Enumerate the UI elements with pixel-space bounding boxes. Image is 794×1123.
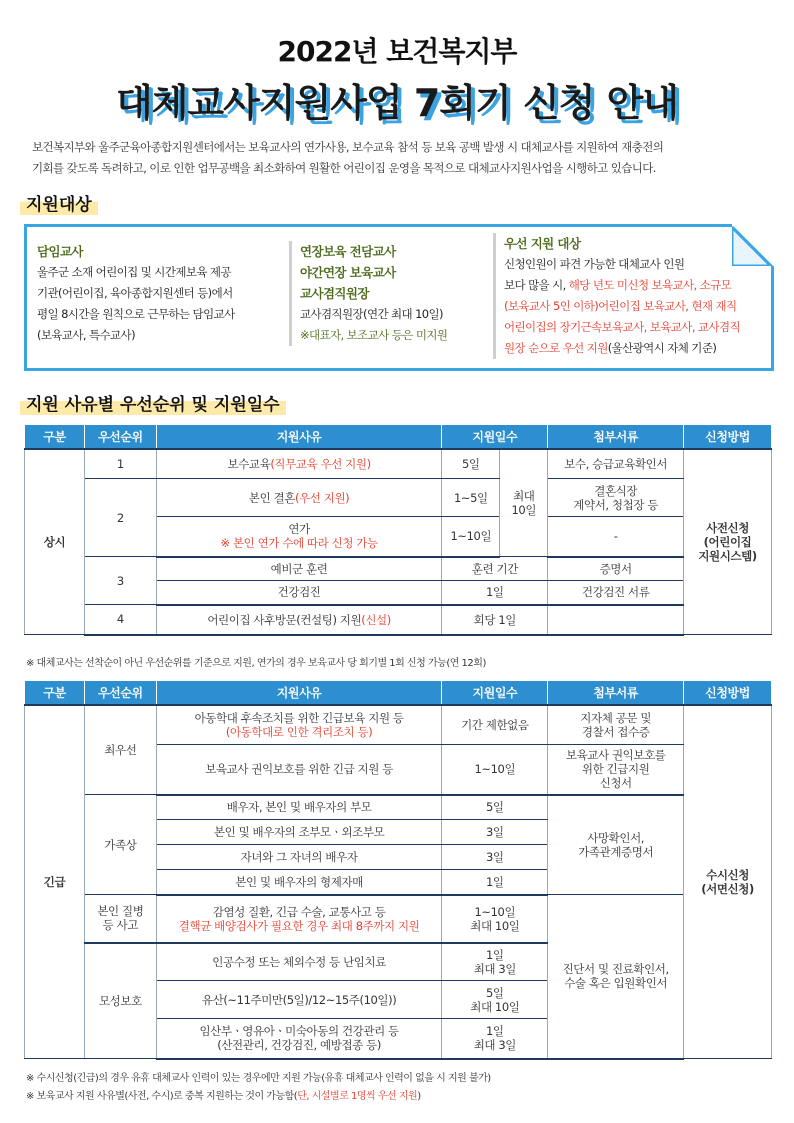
reason-cell: 본인 및 배우자의 조부모ㆍ외조부모 (156, 820, 442, 845)
table-row (25, 605, 772, 635)
target-head: 야간연장 보육교사 (300, 265, 396, 280)
urgent-table (24, 680, 772, 1060)
header-cell: 지원사유 (156, 681, 442, 705)
days-cell: 3일 (442, 845, 548, 870)
reason-cell: 자녀와 그 자녀의 배우자 (156, 845, 442, 870)
header-cell: 구분 (25, 425, 85, 449)
docs-cell (548, 605, 684, 635)
target-line: 어린이집의 장기근속보육교사, 보육교사, 교사겸직 (504, 320, 740, 334)
docs-cell: 진단서 및 진료확인서, 수술 혹은 입원확인서 (548, 895, 684, 1059)
table-row (25, 795, 772, 820)
reason-cell: 보육교사 권익보호를 위한 긴급 지원 등 (156, 745, 442, 795)
target-head: 담임교사 (37, 244, 83, 259)
header-cell: 지원일수 (442, 681, 548, 705)
reason-text: 연가 (288, 522, 310, 537)
target-col-priority (493, 233, 763, 359)
reason-text: 본인 결혼 (248, 490, 295, 505)
footnote: ※ 수시신청(긴급)의 경우 유휴 대체교사 인력이 있는 경우에만 지원 가능(유휴 대체교사 인력이 없을 시 지원 불가) (26, 1073, 491, 1084)
reason-text: 어린이집 사후방문(컨설팅) 지원 (207, 612, 362, 627)
header-cell: 우선순위 (84, 681, 156, 705)
docs-cell: 지자체 공문 및 경찰서 접수증 (548, 705, 684, 745)
table-row (25, 895, 772, 943)
regular-table (24, 424, 772, 636)
target-line (504, 338, 763, 359)
reason-cell: 유산(~11주미만(5일)/12~15주(10일)) (156, 981, 442, 1019)
days-cell: 1일 (442, 870, 548, 895)
rank-cell: 2 (84, 479, 156, 557)
text-span: 보다 많을 시, (504, 278, 569, 292)
target-head: 연장보육 전담교사 (300, 244, 396, 259)
reason-cell (156, 517, 442, 557)
rank-cell: 3 (84, 557, 156, 605)
footnote-text: ) (417, 1091, 421, 1102)
days-cell: 5일 (442, 795, 548, 820)
target-line: 기관(어린이집, 육아종합지원센터 등)에서 (37, 286, 233, 300)
rank-cell: 1 (84, 449, 156, 479)
reason-text: 아동학대 후속조치를 위한 긴급보육 지원 등 (194, 710, 404, 725)
header-cell: 지원사유 (156, 425, 442, 449)
docs-cell: 사망확인서, 가족관계증명서 (548, 795, 684, 895)
target-note: ※대표자, 보조교사 등은 미지원 (300, 328, 448, 342)
table-header-row (25, 425, 772, 449)
reason-cell: 임산부ㆍ영유아ㆍ미숙아동의 건강관리 등 (산전관리, 건강검진, 예방접종 등) (156, 1019, 442, 1059)
target-line: 울주군 소재 어린이집 및 시간제보육 제공 (37, 265, 231, 279)
header-cell: 구분 (25, 681, 85, 705)
rank-cell: 가족상 (84, 795, 156, 895)
days-cell: 1일 (442, 581, 548, 605)
header-cell: 첨부서류 (548, 425, 684, 449)
page-subtitle: 2022년 보건복지부 (277, 35, 517, 68)
rank-cell: 모성보호 (84, 943, 156, 1059)
reason-cell: 인공수정 또는 체외수정 등 난임치료 (156, 943, 442, 981)
rank-cell: 본인 질병 등 사고 (84, 895, 156, 943)
days-cell: 기간 제한없음 (442, 705, 548, 745)
days-cell: 1일 최대 3일 (442, 1019, 548, 1059)
method-cell: 사전신청 (어린이집 지원시스템) (684, 449, 772, 635)
rank-cell: 4 (84, 605, 156, 635)
header-cell: 신청방법 (684, 425, 772, 449)
reason-red-text: (우선 지원) (295, 490, 350, 505)
days-cell: 1~10일 (442, 745, 548, 795)
docs-cell: 증명서 (548, 557, 684, 581)
table-row (25, 479, 772, 517)
days-cell: 3일 (442, 820, 548, 845)
target-line: (보육교사 5인 이하)어린이집 보육교사, 현재 재직 (504, 299, 737, 313)
footnote (26, 1087, 421, 1102)
reason-red-text: (신설) (361, 612, 391, 627)
reason-text: 보수교육 (227, 456, 271, 471)
days-cell: 5일 (442, 449, 500, 479)
days-cell: 1일 최대 3일 (442, 943, 548, 981)
target-head: 우선 지원 대상 (504, 236, 581, 251)
group-cell: 긴급 (25, 705, 85, 1059)
docs-cell: 보육교사 권익보호를 위한 긴급지원 신청서 (548, 745, 684, 795)
reason-cell (156, 479, 442, 517)
reason-cell: 건강검진 (156, 581, 442, 605)
footnote: ※ 대체교사는 선착순이 아닌 우선순위를 기준으로 지원, 연가의 경우 보육교사 당 회기별 1회 신청 가능(연 12회) (26, 658, 486, 669)
section-title-priority: 지원 사유별 우선순위 및 지원일수 (20, 390, 286, 415)
reason-red-text: 결핵균 배양검사가 필요한 경우 최대 8주까지 지원 (178, 918, 420, 933)
text-span-red: 해당 년도 미신청 보육교사, 소규모 (568, 278, 732, 292)
intro-text (32, 137, 767, 179)
target-col-extended (289, 241, 479, 346)
reason-cell (156, 705, 442, 745)
reason-cell (156, 895, 442, 943)
docs-cell: - (548, 517, 684, 557)
docs-cell: 보수, 승급교육확인서 (548, 449, 684, 479)
header-cell: 지원일수 (442, 425, 548, 449)
section-title-target: 지원대상 (20, 190, 98, 215)
page-title: 대체교사지원사업 7회기 신청 안내 (115, 81, 679, 125)
docs-cell: 결혼식장 계약서, 청첩장 등 (548, 479, 684, 517)
intro-line: 기회를 갖도록 독려하고, 이로 인한 업무공백을 최소화하여 원활한 어린이집 운영을 목적으로 대체교사지원사업을 시행하고 있습니다. (32, 161, 656, 175)
days-max-cell: 최대 10일 (500, 449, 548, 557)
reason-red-text: (직무교육 우선 지원) (270, 456, 371, 471)
header-cell: 우선순위 (84, 425, 156, 449)
text-span: (울산광역시 자체 기준) (607, 341, 717, 355)
target-col-homeroom (37, 241, 277, 346)
days-cell: 1~10일 (442, 517, 500, 557)
intro-line: 보건복지부와 울주군육아종합지원센터에서는 보육교사의 연가사용, 보수교육 참석 등 보육 공백 발생 시 대체교사를 지원하여 재충전의 (32, 140, 664, 154)
footnote-text: ※ 보육교사 지원 사유별(사전, 수시)로 중복 지원하는 것이 가능함( (26, 1091, 298, 1102)
target-line (504, 275, 763, 296)
header-cell: 신청방법 (684, 681, 772, 705)
reason-red-text: ※ 본인 연가 수에 따라 신청 가능 (220, 536, 378, 551)
table-row (25, 449, 772, 479)
footnote-red-text: 단, 시설별로 1명씩 우선 지원 (297, 1091, 418, 1102)
reason-red-text: (아동학대로 인한 격리조치 등) (225, 724, 373, 739)
reason-cell (156, 449, 442, 479)
group-cell: 상시 (25, 449, 85, 635)
days-cell: 5일 최대 10일 (442, 981, 548, 1019)
target-box (24, 224, 774, 371)
rank-cell: 최우선 (84, 705, 156, 795)
reason-cell: 배우자, 본인 및 배우자의 부모 (156, 795, 442, 820)
table-row (25, 705, 772, 745)
method-cell: 수시신청 (서면신청) (684, 705, 772, 1059)
target-line: (보육교사, 특수교사) (37, 328, 135, 342)
days-cell: 1~5일 (442, 479, 500, 517)
days-cell: 1~10일 최대 10일 (442, 895, 548, 943)
target-line: 평일 8시간을 원칙으로 근무하는 담임교사 (37, 307, 235, 321)
table-row (25, 557, 772, 581)
target-line: 신청인원이 파견 가능한 대체교사 인원 (504, 257, 685, 271)
reason-cell: 예비군 훈련 (156, 557, 442, 581)
target-line: 교사겸직원장(연간 최대 10일) (300, 307, 443, 321)
reason-text: 감염성 질환, 긴급 수술, 교통사고 등 (212, 904, 386, 919)
text-span-red: 원장 순으로 우선 지원 (504, 341, 608, 355)
table-header-row (25, 681, 772, 705)
docs-cell: 건강검진 서류 (548, 581, 684, 605)
reason-cell (156, 605, 442, 635)
days-cell: 회당 1일 (442, 605, 548, 635)
days-cell: 훈련 기간 (442, 557, 548, 581)
header-cell: 첨부서류 (548, 681, 684, 705)
reason-cell: 본인 및 배우자의 형제자매 (156, 870, 442, 895)
target-head: 교사겸직원장 (300, 286, 369, 301)
